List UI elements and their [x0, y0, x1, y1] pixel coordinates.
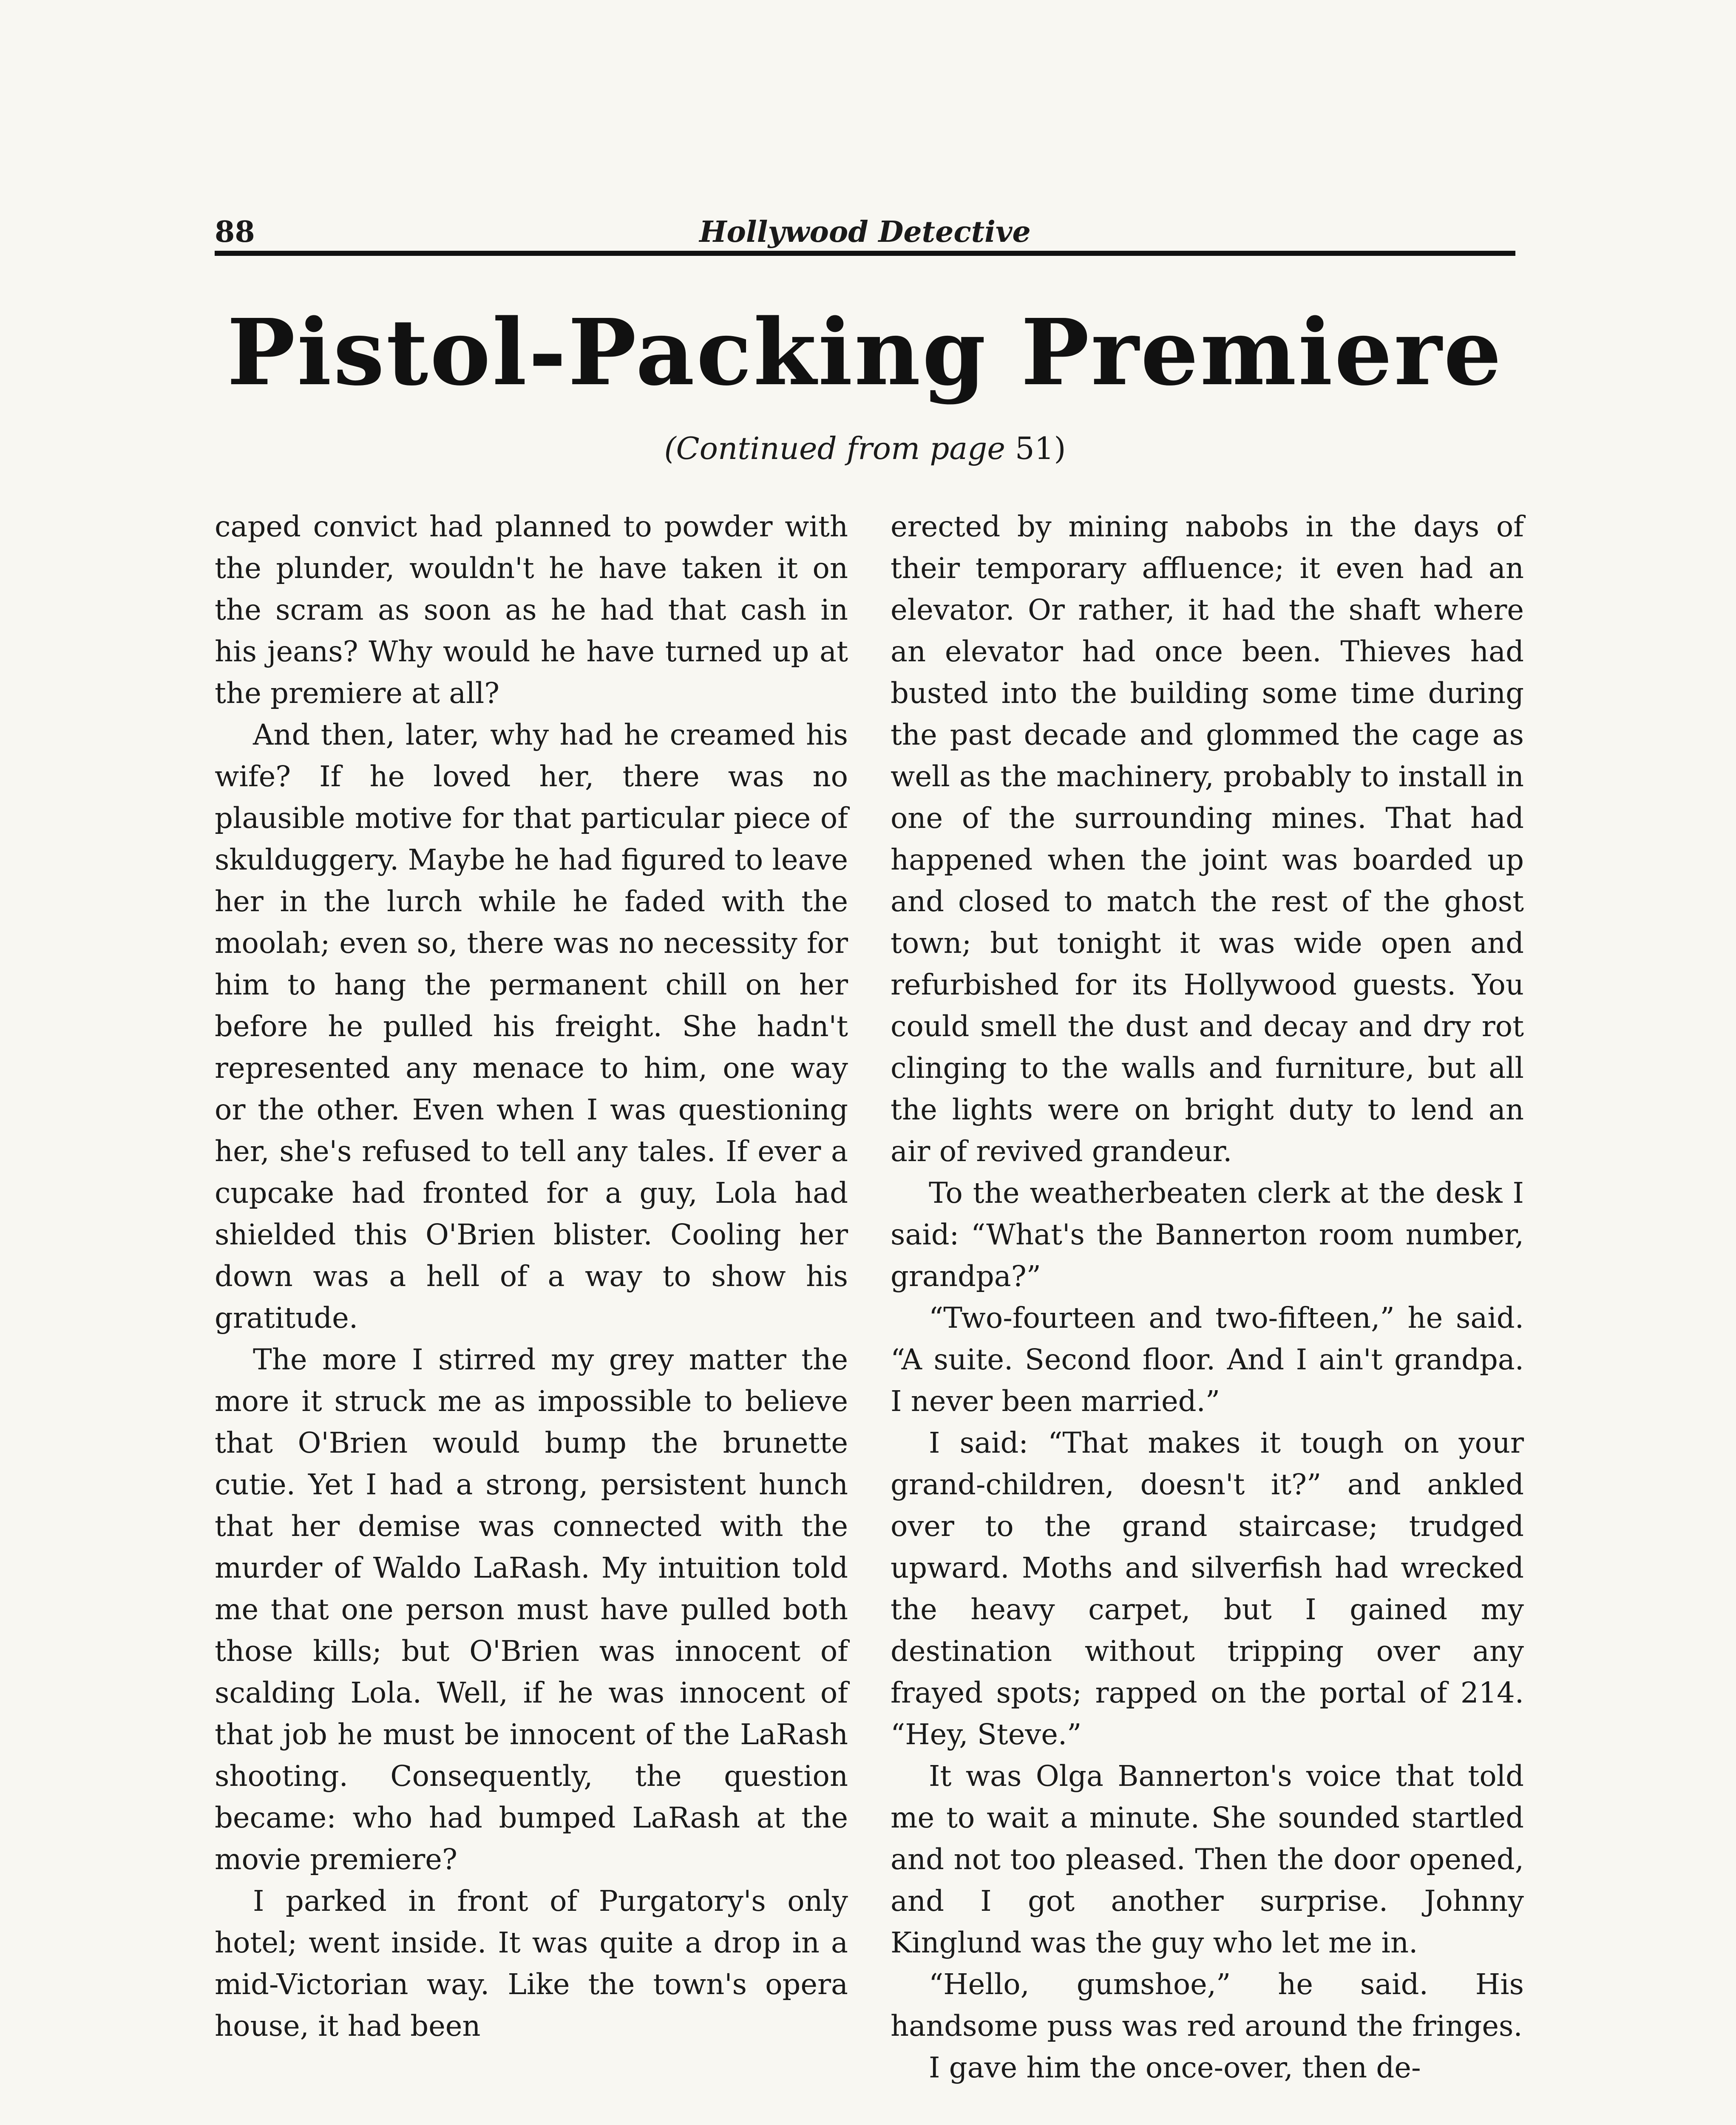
continued-text: (Continued from page: [664, 431, 1005, 466]
paragraph: It was Olga Bannerton's voice that told me to wait a minute. She sounded startled and not too pleased. Then the door opened, and I got another surprise. Johnny Kinglund was the guy who let me in.: [891, 1760, 1524, 1959]
header-rule: [215, 251, 1515, 256]
running-head: [215, 212, 1515, 252]
paragraph: “Two-fourteen and two-fifteen,” he said. “A suite. Second floor. And I ain't grandpa. I never been married.”: [891, 1301, 1524, 1418]
continued-page-ref: 51): [1015, 431, 1066, 466]
right-column: [891, 506, 1524, 2088]
paragraph: To the weatherbeaten clerk at the desk I said: “What's the Bannerton room number, grandpa?”: [891, 1176, 1524, 1293]
story-title: Pistol-Packing Premiere: [227, 299, 1503, 406]
paragraph: The more I stirred my grey matter the more it struck me as impossible to believe that O'Brien would bump the brunette cutie. Yet I had a strong, persistent hunch that her demise was connected with the murder of Waldo LaRash. My intuition told me that one person must have pulled both those kills; but O'Brien was innocent of scalding Lola. Well, if he was innocent of that job he must be innocent of the LaRash shooting. Consequently, the question became: who had bumped LaRash at the movie premiere?: [215, 1343, 848, 1876]
paragraph: I gave him the once-over, then de-: [929, 2051, 1421, 2084]
continued-note: [215, 425, 1515, 472]
paragraph: I parked in front of Purgatory's only hotel; went inside. It was quite a drop in a mid-Victorian way. Like the town's opera house, it had been: [215, 1884, 848, 2043]
paragraph: erected by mining nabobs in the days of their temporary affluence; it even had an elevator. Or rather, it had the shaft where an elevator had once been. Thieves had busted into the building some time during the past decade and glommed the cage as well as the machinery, probably to install in one of the surrounding mines. That had happened when the joint was boarded up and closed to match the rest of the ghost town; but tonight it was wide open and refurbished for its Hollywood guests. You could smell the dust and decay and dry rot clinging to the walls and furniture, but all the lights were on bright duty to lend an air of revived grandeur.: [891, 510, 1524, 1168]
paragraph: And then, later, why had he creamed his wife? If he loved her, there was no plausible motive for that particular piece of skulduggery. Maybe he had figured to leave her in the lurch while he faded with the moolah; even so, there was no necessity for him to hang the permanent chill on her before he pulled his freight. She hadn't represented any menace to him, one way or the other. Even when I was questioning her, she's refused to tell any tales. If ever a cupcake had fronted for a guy, Lola had shielded this O'Brien blister. Cooling her down was a hell of a way to show his gratitude.: [215, 718, 848, 1334]
paragraph: “Hello, gumshoe,” he said. His handsome puss was red around the fringes.: [891, 1968, 1524, 2043]
paragraph: I said: “That makes it tough on your grand-children, doesn't it?” and ankled over to the grand staircase; trudged upward. Moths and silverfish had wrecked the heavy carpet, but I gained my destination without tripping over any frayed spots; rapped on the portal of 214. “Hey, Steve.”: [891, 1426, 1524, 1751]
left-column: [215, 506, 848, 2047]
page-number: 88: [215, 215, 255, 249]
journal-title: Hollywood Detective: [699, 215, 1031, 249]
paragraph: caped convict had planned to powder with the plunder, wouldn't he have taken it on the scram as soon as he had that cash in his jeans? Why would he have turned up at the premiere at all?: [215, 510, 848, 710]
